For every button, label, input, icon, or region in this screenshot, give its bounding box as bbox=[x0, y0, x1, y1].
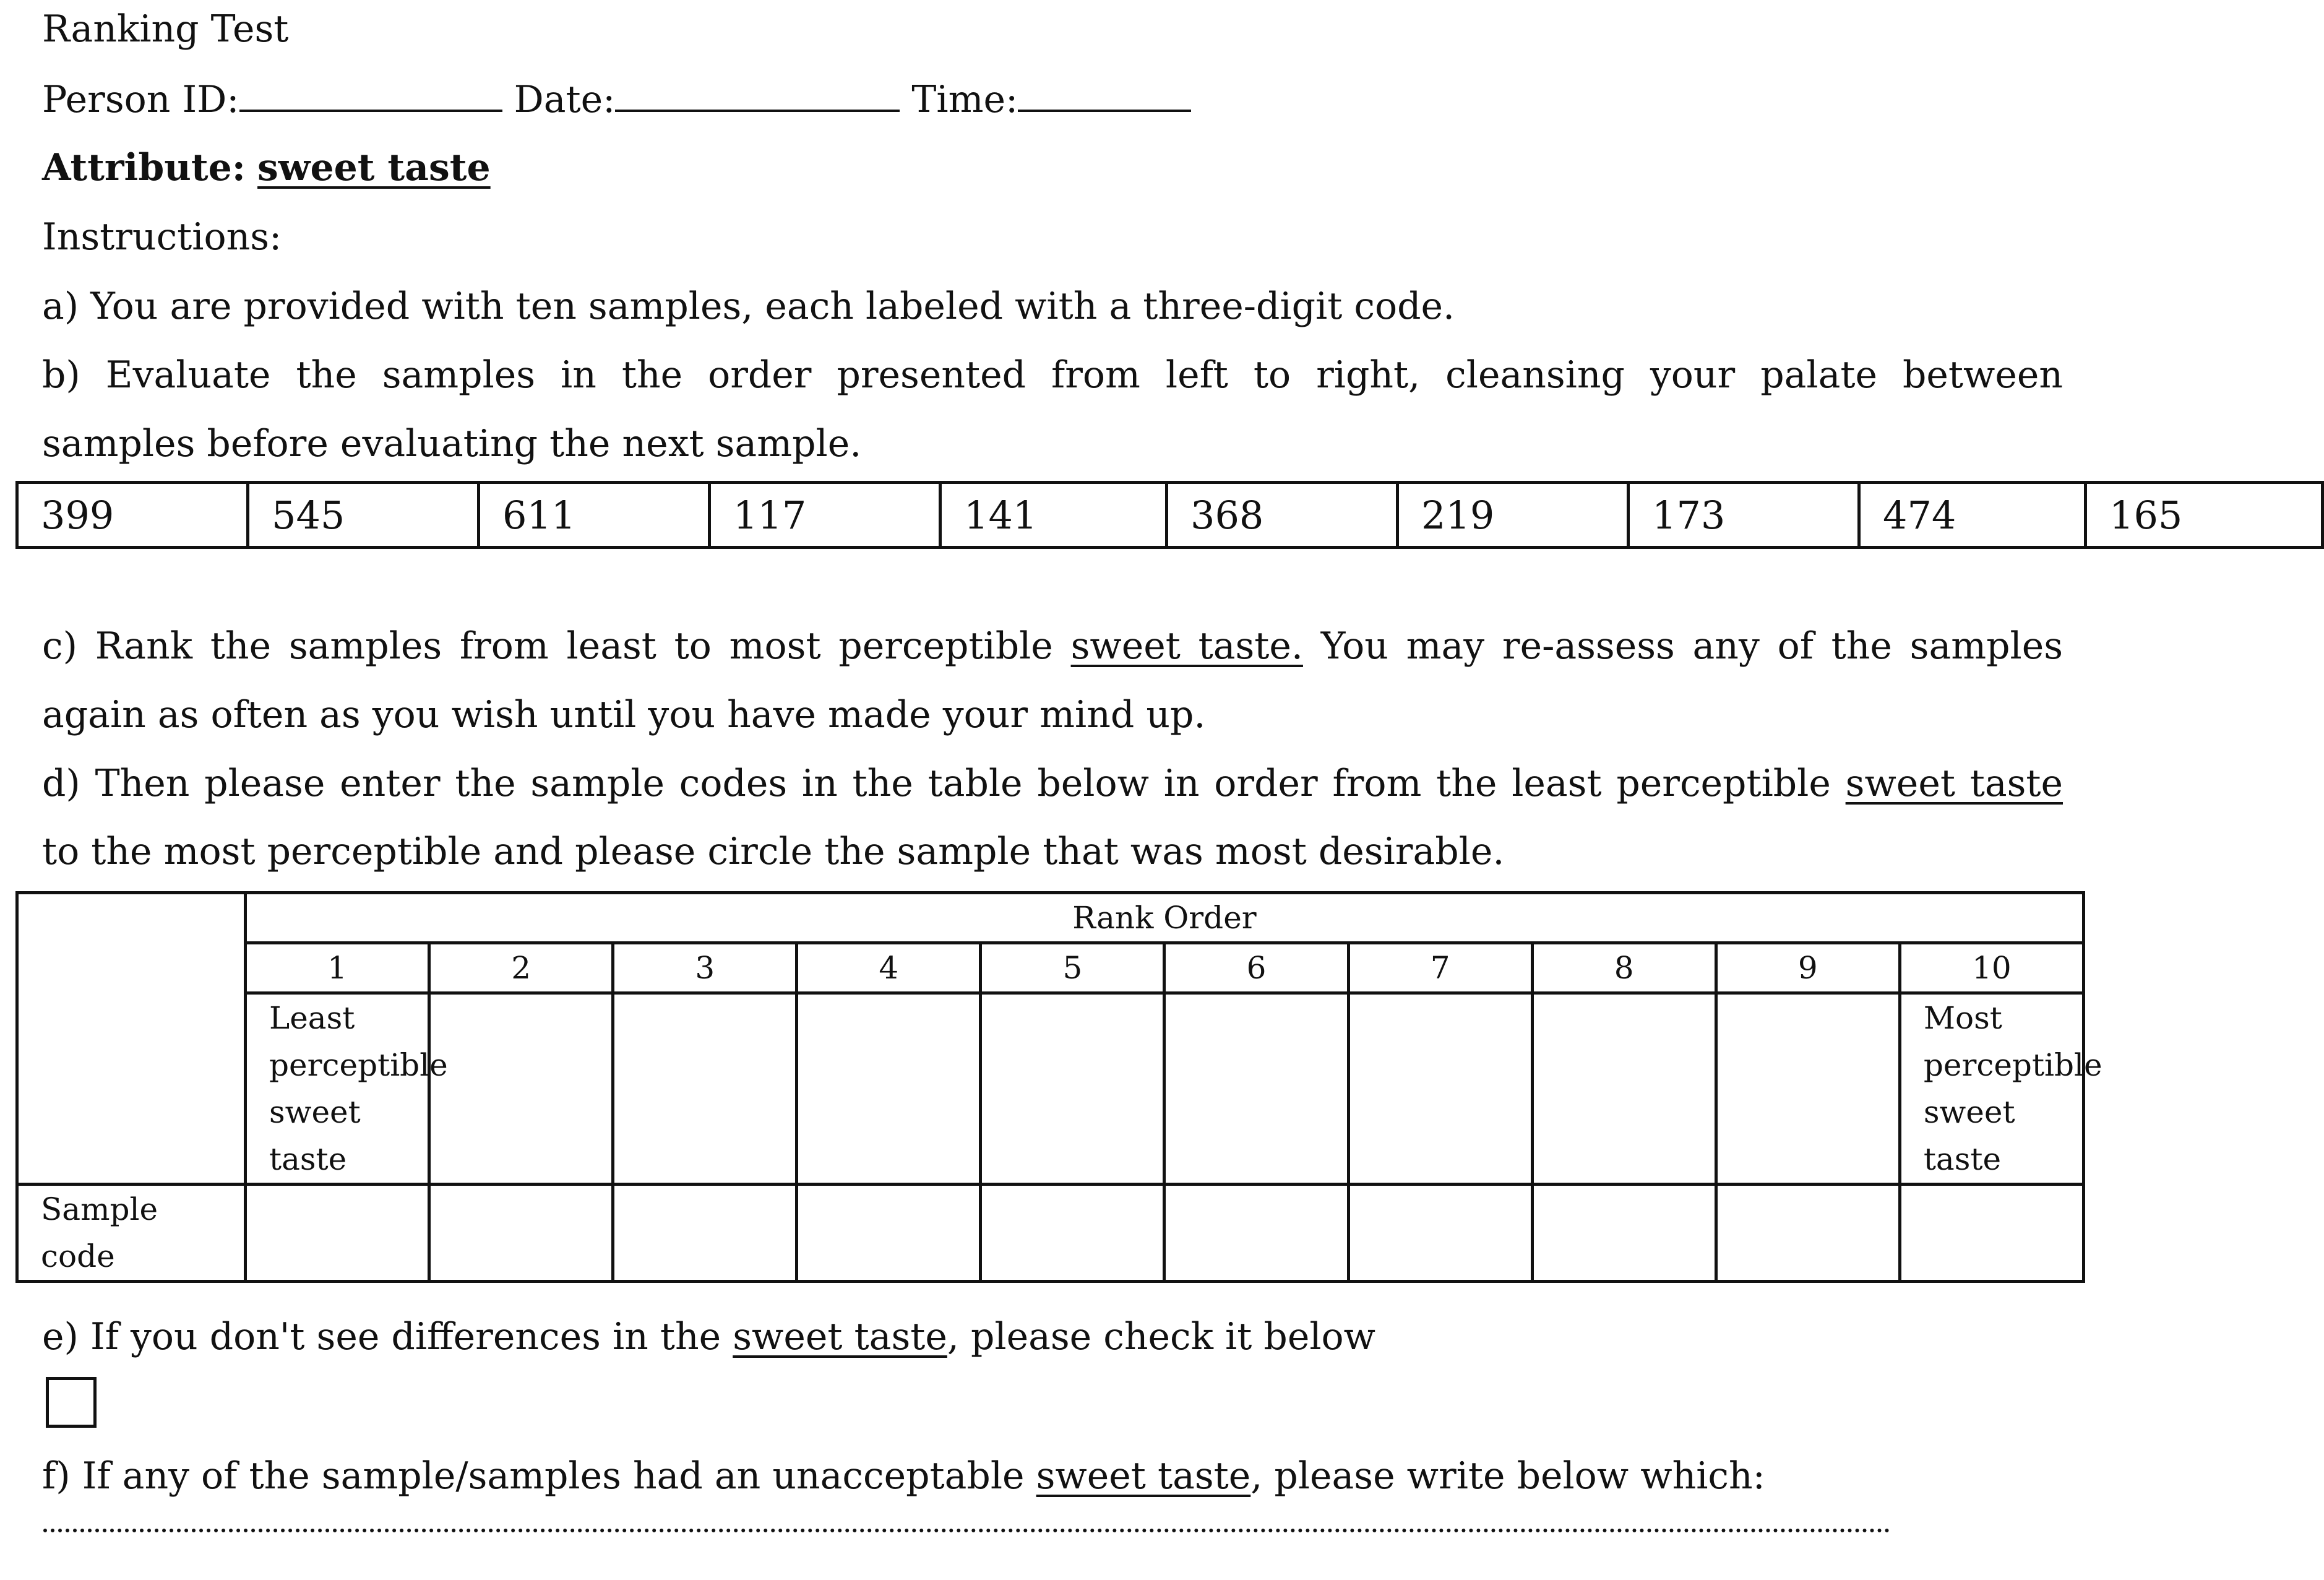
sample-code-entry-cell[interactable] bbox=[797, 1185, 981, 1282]
sample-code-entry-cell[interactable] bbox=[1348, 1185, 1532, 1282]
instruction-c-text-post: You may re-assess any of the samples bbox=[1302, 624, 2064, 668]
instruction-e bbox=[42, 1312, 1375, 1362]
rank-description-cell bbox=[1164, 993, 1348, 1185]
rank-description-cell bbox=[1532, 993, 1716, 1185]
sample-code-entry-cell[interactable] bbox=[1900, 1185, 2083, 1282]
rank-number: 10 bbox=[1900, 943, 2083, 993]
rank-number: 4 bbox=[797, 943, 981, 993]
sample-code-entry-cell[interactable] bbox=[429, 1185, 613, 1282]
instruction-f-text-post: , please write below which: bbox=[1250, 1454, 1765, 1498]
date-field[interactable] bbox=[615, 74, 900, 112]
form-title: Ranking Test bbox=[42, 7, 289, 51]
person-id-label: Person ID: bbox=[42, 78, 239, 121]
sample-code-entry-cell[interactable] bbox=[1716, 1185, 1900, 1282]
rank-number: 6 bbox=[1164, 943, 1348, 993]
instruction-a: a) You are provided with ten samples, each labeled with a three-digit code. bbox=[42, 285, 1455, 328]
sample-code-cell: 399 bbox=[17, 483, 248, 548]
instruction-f bbox=[42, 1451, 1765, 1501]
least-label-line3: sweet taste bbox=[269, 1094, 361, 1177]
rank-order-table bbox=[15, 891, 2102, 1283]
instruction-c-line1 bbox=[42, 621, 2063, 671]
sample-code-label-line2: code bbox=[41, 1238, 115, 1274]
instruction-d-text-pre: d) Then please enter the sample codes in the table below in order from the least perceptible bbox=[42, 762, 1846, 805]
rank-description-cell bbox=[1716, 993, 1900, 1185]
sample-code-cell: 165 bbox=[2086, 483, 2323, 548]
instruction-b-line2: samples before evaluating the next sample. bbox=[42, 422, 862, 465]
rank-number: 1 bbox=[246, 943, 429, 993]
rank-number: 2 bbox=[429, 943, 613, 993]
rank-number: 8 bbox=[1532, 943, 1716, 993]
instructions-heading: Instructions: bbox=[42, 215, 282, 259]
sample-code-row-label bbox=[17, 1185, 246, 1282]
date-label: Date: bbox=[514, 78, 616, 121]
attribute-label: Attribute: bbox=[42, 146, 246, 189]
rank-description-cell bbox=[429, 993, 613, 1185]
sample-code-cell: 611 bbox=[479, 483, 710, 548]
sample-codes-table bbox=[15, 481, 2324, 549]
rank-description-cell bbox=[981, 993, 1164, 1185]
most-perceptible-label bbox=[1900, 993, 2102, 1185]
least-label-line2: perceptible bbox=[269, 1047, 448, 1083]
time-label: Time: bbox=[911, 78, 1018, 121]
instruction-d-line1 bbox=[42, 759, 2063, 808]
instruction-e-text-post: , please check it below bbox=[947, 1315, 1375, 1358]
no-difference-checkbox[interactable] bbox=[46, 1377, 97, 1428]
instruction-e-underlined: sweet taste bbox=[733, 1315, 947, 1358]
instruction-e-text-pre: e) If you don't see differences in the bbox=[42, 1315, 733, 1358]
sample-code-cell: 545 bbox=[248, 483, 479, 548]
rank-description-row bbox=[17, 993, 2084, 1185]
rank-number: 3 bbox=[613, 943, 797, 993]
rank-number: 7 bbox=[1348, 943, 1532, 993]
sample-codes-row bbox=[17, 483, 2323, 548]
instruction-c-underlined: sweet taste. bbox=[1070, 624, 1303, 668]
instruction-d-underlined: sweet taste bbox=[1845, 762, 2063, 805]
most-label-line2: perceptible bbox=[1923, 1047, 2102, 1083]
rank-description-cell bbox=[1348, 993, 1532, 1185]
sample-code-cell: 117 bbox=[710, 483, 940, 548]
attribute-value: sweet taste bbox=[257, 146, 491, 189]
sample-code-label-line1: Sample bbox=[41, 1191, 158, 1227]
instruction-c-line2: again as often as you wish until you have made your mind up. bbox=[42, 693, 1206, 736]
sample-code-cell: 368 bbox=[1167, 483, 1398, 548]
rank-number-row bbox=[17, 943, 2084, 993]
sample-code-cell: 141 bbox=[940, 483, 1167, 548]
sample-code-entry-cell[interactable] bbox=[1532, 1185, 1716, 1282]
sample-code-entry-cell[interactable] bbox=[613, 1185, 797, 1282]
rank-number: 5 bbox=[981, 943, 1164, 993]
instruction-c-text-pre: c) Rank the samples from least to most perceptible bbox=[42, 624, 1071, 668]
sample-code-entry-cell[interactable] bbox=[1164, 1185, 1348, 1282]
rank-order-header: Rank Order bbox=[246, 893, 2084, 943]
rank-description-cell bbox=[797, 993, 981, 1185]
rank-description-cell bbox=[613, 993, 797, 1185]
sample-code-entry-cell[interactable] bbox=[981, 1185, 1164, 1282]
instruction-d-line2: to the most perceptible and please circle the sample that was most desirable. bbox=[42, 830, 1505, 873]
rank-table-corner bbox=[17, 893, 246, 1185]
most-label-line1: Most bbox=[1923, 1000, 2002, 1036]
sample-code-entry-cell[interactable] bbox=[246, 1185, 429, 1282]
least-perceptible-label bbox=[246, 993, 448, 1185]
person-id-field[interactable] bbox=[239, 74, 502, 112]
sample-code-cell: 474 bbox=[1859, 483, 2086, 548]
instruction-b-line1: b) Evaluate the samples in the order presented from left to right, cleansing your palate between bbox=[42, 353, 2063, 397]
attribute-line bbox=[42, 143, 491, 192]
rank-number: 9 bbox=[1716, 943, 1900, 993]
most-label-line3: sweet taste bbox=[1923, 1094, 2015, 1177]
unacceptable-samples-write-line[interactable] bbox=[43, 1529, 1890, 1532]
header-fields bbox=[42, 74, 1191, 124]
instruction-f-text-pre: f) If any of the sample/samples had an unacceptable bbox=[42, 1454, 1036, 1498]
instruction-f-underlined: sweet taste bbox=[1036, 1454, 1251, 1498]
sample-code-cell: 173 bbox=[1629, 483, 1859, 548]
rank-header-row bbox=[17, 893, 2084, 943]
time-field[interactable] bbox=[1018, 74, 1191, 112]
sample-code-row bbox=[17, 1185, 2084, 1282]
least-label-line1: Least bbox=[269, 1000, 355, 1036]
sample-code-cell: 219 bbox=[1398, 483, 1629, 548]
